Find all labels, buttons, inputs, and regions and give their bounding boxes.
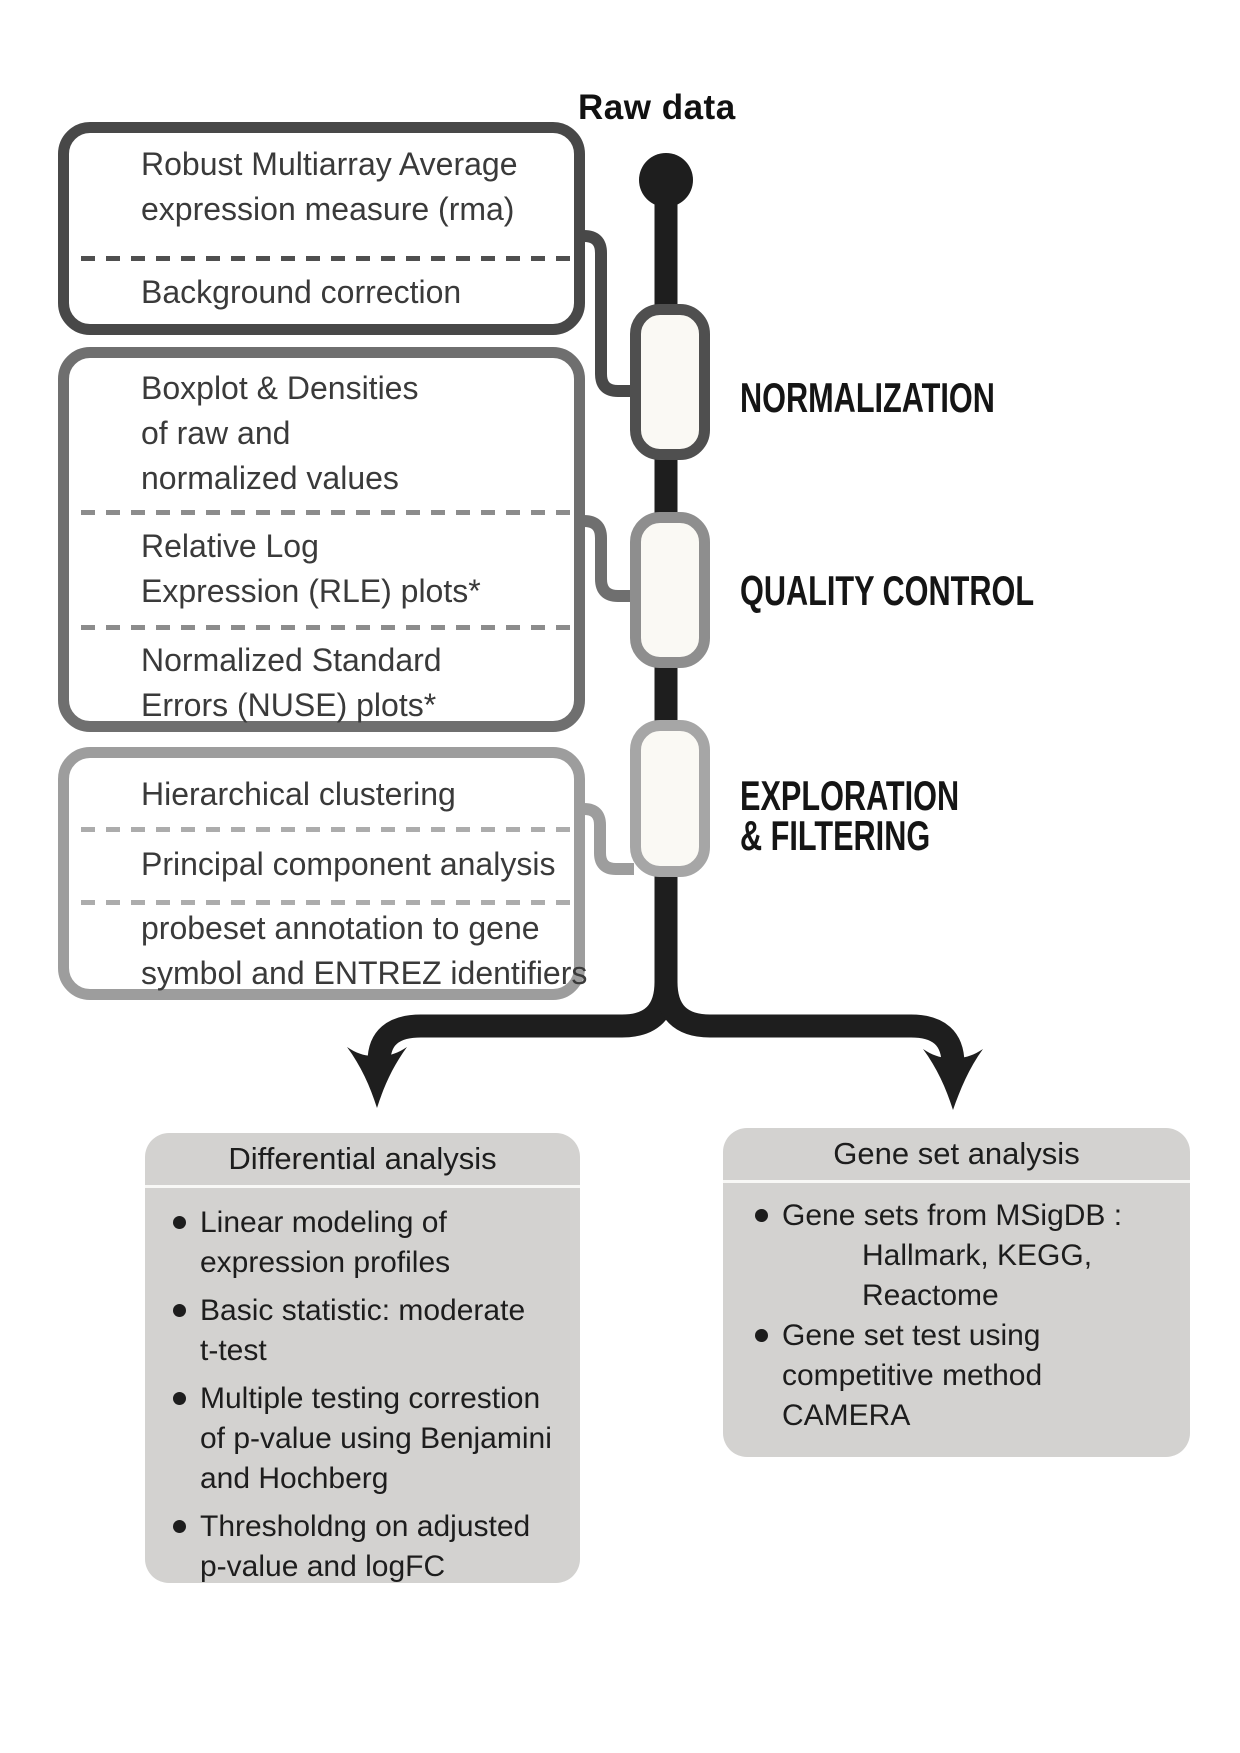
normalization-steps-box xyxy=(58,122,585,335)
list-item xyxy=(145,1203,580,1283)
step-row xyxy=(141,906,587,996)
normalization-connector-line xyxy=(584,236,634,391)
arrowhead-right-icon xyxy=(923,1049,983,1110)
bullet-line: and Hochberg xyxy=(200,1462,389,1495)
list-item xyxy=(723,1196,1190,1316)
differential-analysis-bullets xyxy=(145,1203,580,1587)
exploration-stage-label-line2: & FILTERING xyxy=(740,812,931,859)
step-line: Hierarchical clustering xyxy=(141,776,456,812)
bullet-icon xyxy=(755,1209,768,1222)
step-line: of raw and xyxy=(141,415,291,451)
bullet-line: p-value and logFC xyxy=(200,1550,446,1583)
step-line: probeset annotation to gene xyxy=(141,910,540,946)
exploration-stage-label-line1: EXPLORATION xyxy=(740,772,960,819)
quality-control-connector-line xyxy=(584,521,634,596)
list-item xyxy=(145,1507,580,1587)
bullet-line: Gene set test using xyxy=(782,1319,1041,1352)
list-item xyxy=(723,1316,1190,1436)
dashed-divider xyxy=(81,900,580,905)
step-line: Normalized Standard xyxy=(141,642,442,678)
step-line: Expression (RLE) plots* xyxy=(141,573,481,609)
bullet-icon xyxy=(173,1216,186,1229)
exploration-steps-box xyxy=(58,747,588,1000)
step-line: symbol and ENTREZ identifiers xyxy=(141,955,588,991)
step-line: normalized values xyxy=(141,460,399,496)
bullet-line: Basic statistic: moderate xyxy=(200,1294,526,1327)
list-item xyxy=(145,1291,580,1371)
bullet-line: t-test xyxy=(200,1334,267,1367)
bullet-line: Hallmark, KEGG, xyxy=(862,1239,1093,1272)
normalization-stage-label: NORMALIZATION xyxy=(740,374,995,421)
exploration-connector-line xyxy=(584,809,634,869)
step-line: Errors (NUSE) plots* xyxy=(141,687,437,723)
bullet-line: Linear modeling of xyxy=(200,1206,447,1239)
step-row xyxy=(141,842,555,887)
bullet-icon xyxy=(755,1329,768,1342)
dashed-divider xyxy=(81,510,580,515)
step-line: Robust Multiarray Average xyxy=(141,146,518,182)
exploration-stage-node xyxy=(630,720,710,877)
bullet-icon xyxy=(173,1392,186,1405)
step-row xyxy=(141,142,517,232)
bullet-icon xyxy=(173,1304,186,1317)
bullet-line: Multiple testing correstion xyxy=(200,1382,541,1415)
step-line: Relative Log xyxy=(141,528,319,564)
bullet-line: Thresholdng on adjusted xyxy=(200,1510,531,1543)
arrowhead-left-icon xyxy=(347,1047,407,1108)
step-row xyxy=(141,772,456,817)
step-row xyxy=(141,366,418,501)
normalization-stage-node xyxy=(630,304,710,460)
step-row xyxy=(141,270,461,315)
step-line: Boxplot & Densities xyxy=(141,370,419,406)
gene-set-analysis-panel xyxy=(723,1128,1190,1457)
bullet-icon xyxy=(173,1520,186,1533)
step-line: expression measure (rma) xyxy=(141,191,515,227)
gene-set-analysis-bullets xyxy=(723,1196,1190,1436)
gene-set-analysis-title: Gene set analysis xyxy=(723,1128,1190,1183)
quality-control-steps-box xyxy=(58,347,585,732)
step-row xyxy=(141,524,481,614)
bullet-line: of p-value using Benjamini xyxy=(200,1422,552,1455)
step-row xyxy=(141,638,442,728)
bullet-line: expression profiles xyxy=(200,1246,451,1279)
bullet-line: Reactome xyxy=(862,1279,999,1312)
bullet-line: CAMERA xyxy=(782,1399,911,1432)
dashed-divider xyxy=(81,625,580,630)
differential-analysis-panel xyxy=(145,1133,580,1583)
list-item xyxy=(145,1379,580,1499)
dashed-divider xyxy=(81,827,580,832)
branch-arm-right xyxy=(666,972,953,1064)
differential-analysis-title: Differential analysis xyxy=(145,1133,580,1188)
quality-control-stage-label: QUALITY CONTROL xyxy=(740,567,1035,614)
dashed-divider xyxy=(81,256,580,261)
quality-control-stage-node xyxy=(630,512,710,668)
bullet-line: competitive method xyxy=(782,1359,1043,1392)
bullet-line: Gene sets from MSigDB : xyxy=(782,1199,1123,1232)
raw-data-label: Raw data xyxy=(578,88,736,127)
step-line: Background correction xyxy=(141,274,462,310)
step-line: Principal component analysis xyxy=(141,846,556,882)
